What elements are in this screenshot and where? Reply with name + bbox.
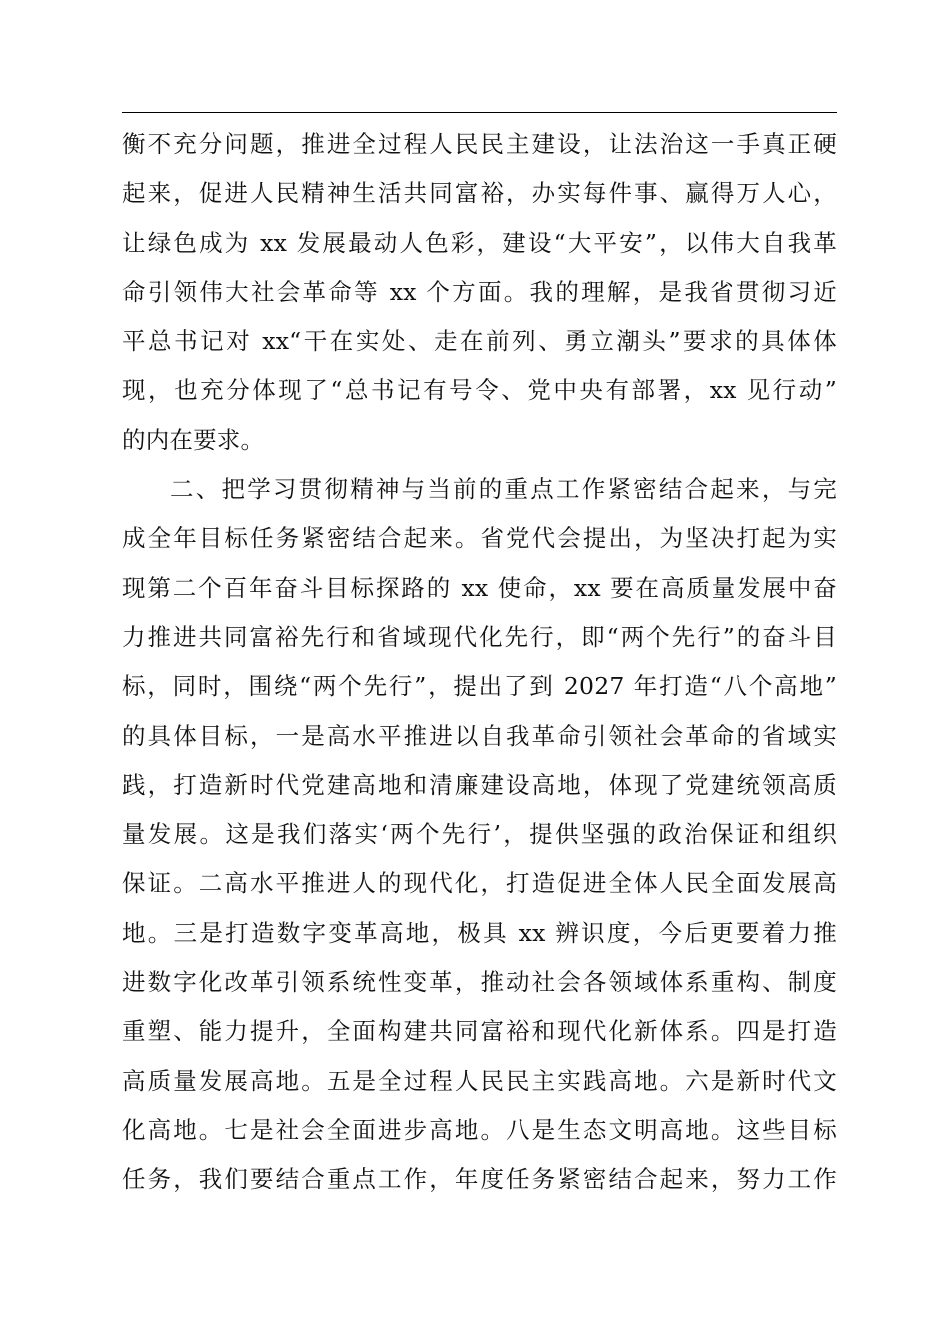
text-line: 进数字化改革引领系统性变革，推动社会各领域体系重构、制度 <box>122 968 837 997</box>
text-line: 力推进共同富裕先行和省域现代化先行，即“两个先行”的奋斗目 <box>122 622 837 651</box>
text-line: 命引领伟大社会革命等 xx 个方面。我的理解，是我省贯彻习近 <box>122 277 837 306</box>
text-line: 平总书记对 xx“干在实处、走在前列、勇立潮头”要求的具体体 <box>122 327 837 356</box>
text-line: 标，同时，围绕“两个先行”，提出了到 2027 年打造“八个高地” <box>122 672 837 701</box>
document-body <box>122 120 837 1205</box>
text-line: 成全年目标任务紧密结合起来。省党代会提出，为坚决打起为实 <box>122 524 837 553</box>
text-line: 高质量发展高地。五是全过程人民民主实践高地。六是新时代文 <box>122 1066 837 1095</box>
text-line: 量发展。这是我们落实‘两个先行’，提供坚强的政治保证和组织 <box>122 820 837 849</box>
text-line: 起来，促进人民精神生活共同富裕，办实每件事、赢得万人心， <box>122 179 837 208</box>
text-line: 地。三是打造数字变革高地，极具 xx 辨识度，今后更要着力推 <box>122 918 837 947</box>
text-line: 衡不充分问题，推进全过程人民民主建设，让法治这一手真正硬 <box>122 130 837 158</box>
text-line: 化高地。七是社会全面进步高地。八是生态文明高地。这些目标 <box>122 1115 837 1144</box>
text-line: 重塑、能力提升，全面构建共同富裕和现代化新体系。四是打造 <box>122 1017 837 1046</box>
paragraph-start-line: 二、把学习贯彻精神与当前的重点工作紧密结合起来，与完 <box>170 475 837 504</box>
text-line: 任务，我们要结合重点工作，年度任务紧密结合起来，努力工作 <box>122 1165 837 1194</box>
text-line: 现第二个百年奋斗目标探路的 xx 使命，xx 要在高质量发展中奋 <box>122 573 837 602</box>
text-line: 现，也充分体现了“总书记有号令、党中央有部署，xx 见行动” <box>122 376 837 405</box>
text-line: 的内在要求。 <box>122 425 265 454</box>
text-line: 保证。二高水平推进人的现代化，打造促进全体人民全面发展高 <box>122 869 837 898</box>
text-line: 践，打造新时代党建高地和清廉建设高地，体现了党建统领高质 <box>122 770 837 799</box>
header-rule <box>122 112 837 113</box>
text-line: 的具体目标，一是高水平推进以自我革命引领社会革命的省域实 <box>122 721 837 750</box>
text-line: 让绿色成为 xx 发展最动人色彩，建设“大平安”，以伟大自我革 <box>122 228 837 257</box>
